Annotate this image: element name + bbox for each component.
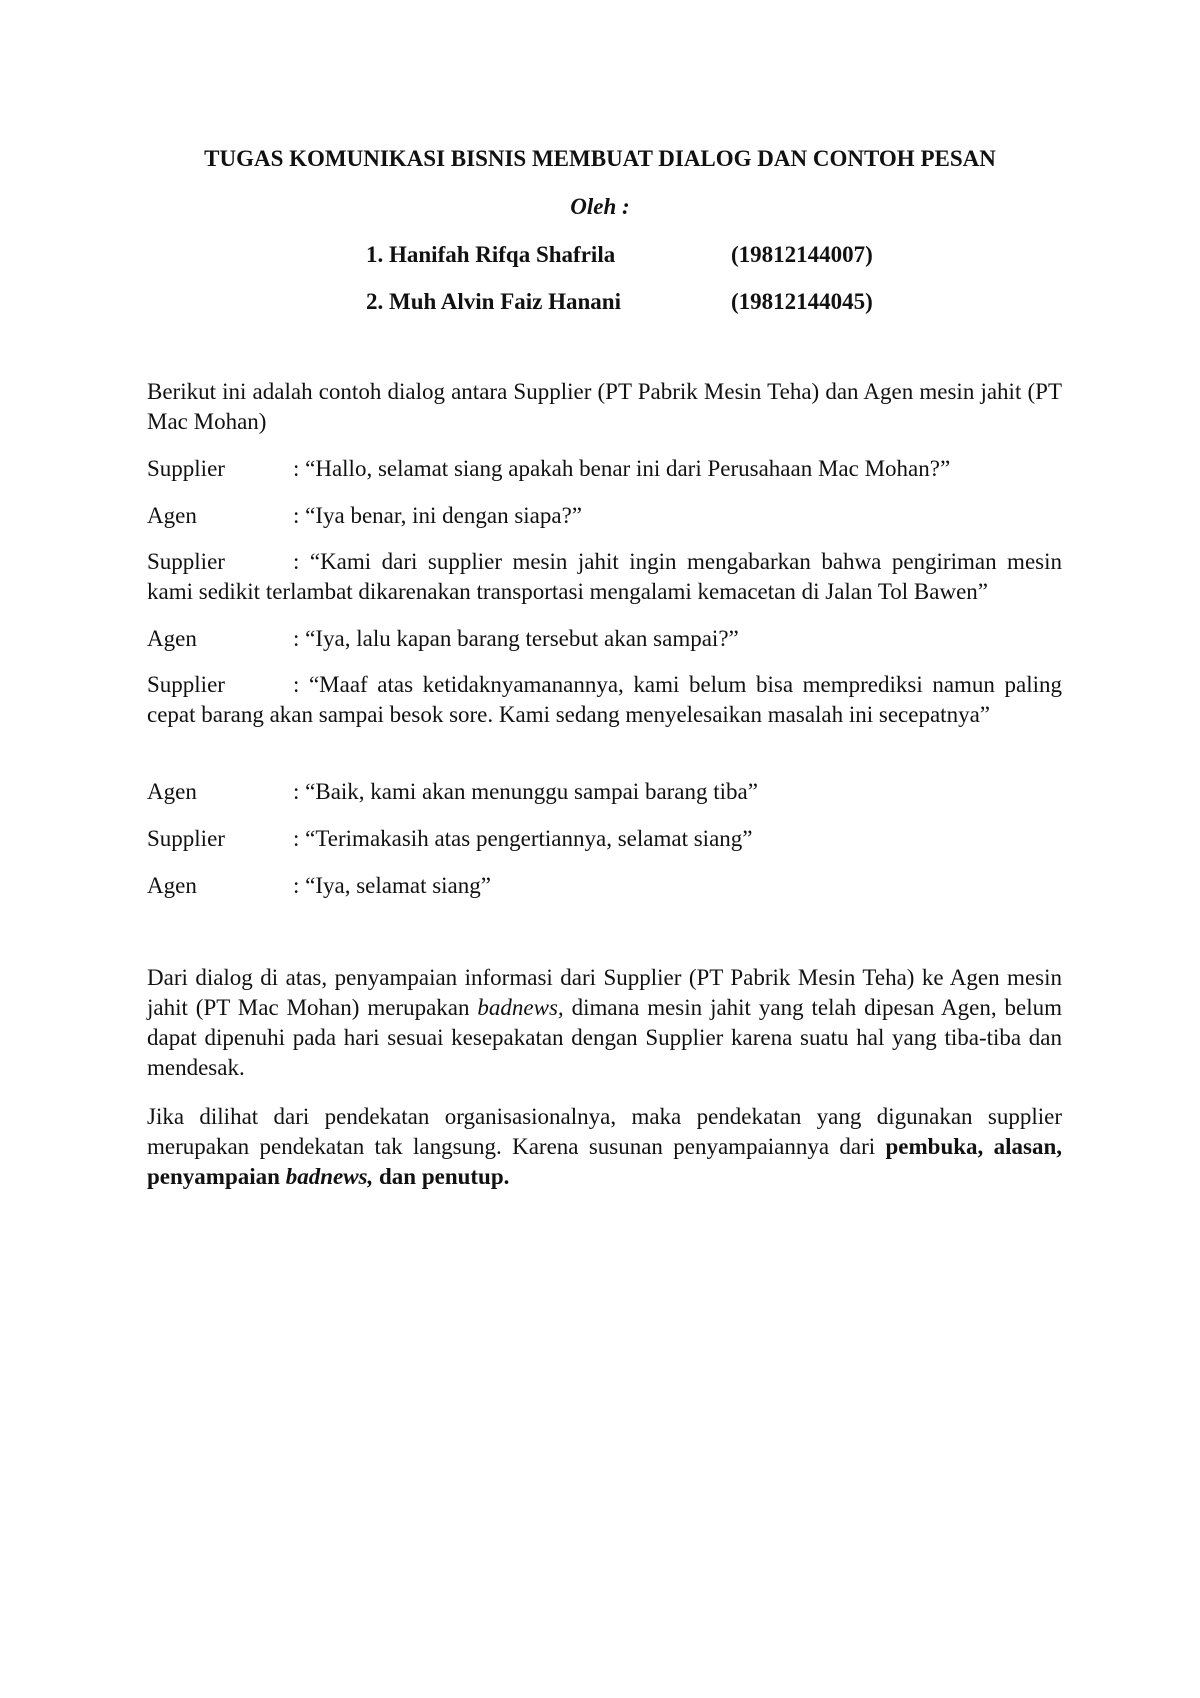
dialog-speaker: Agen	[147, 503, 197, 528]
analysis-text: Dari dialog di atas, penyampaian informasi dari Supplier (PT Pabrik Mesin Teha) ke Agen mesin jahit (PT Mac Mohan) merupakan	[147, 965, 1062, 1020]
document-title: TUGAS KOMUNIKASI BISNIS MEMBUAT DIALOG DAN CONTOH PESAN	[204, 146, 996, 171]
analysis-paragraph	[147, 963, 1062, 1083]
analysis-term: badnews,	[477, 995, 564, 1020]
conclusion-emphasis: dan penutup.	[373, 1164, 510, 1189]
author-id: (19812144007)	[731, 242, 873, 267]
dialog-line	[147, 547, 1062, 607]
author-name: 1. Hanifah Rifqa Shafrila	[366, 242, 616, 267]
dialog-speaker: Supplier	[147, 549, 225, 574]
dialog-speaker: Supplier	[147, 672, 225, 697]
analysis-text: dimana mesin jahit yang telah dipesan Agen, belum dapat dipenuhi pada hari sesuai kesepakatan dengan Supplier karena suatu hal yang tiba-tiba dan mendesak.	[147, 995, 1062, 1080]
dialog-text: : “Hallo, selamat siang apakah benar ini dari Perusahaan Mac Mohan?”	[293, 456, 951, 481]
dialog-text: : “Kami dari supplier mesin jahit ingin mengabarkan bahwa pengiriman mesin kami sedikit terlambat dikarenakan transportasi mengalami kemacetan di Jalan Tol Bawen”	[147, 549, 1062, 604]
byline: Oleh :	[570, 194, 630, 219]
dialog-text: : “Baik, kami akan menunggu sampai barang tiba”	[293, 779, 758, 804]
dialog-speaker: Supplier	[147, 456, 225, 481]
dialog-speaker: Agen	[147, 873, 197, 898]
dialog-speaker: Agen	[147, 626, 197, 651]
dialog-text: : “Iya, lalu kapan barang tersebut akan sampai?”	[293, 626, 739, 651]
dialog-text: : “Iya benar, ini dengan siapa?”	[293, 503, 582, 528]
dialog-text: : “Iya, selamat siang”	[293, 873, 491, 898]
dialog-speaker: Agen	[147, 779, 197, 804]
dialog-text: : “Maaf atas ketidaknyamanannya, kami belum bisa memprediksi namun paling cepat barang akan sampai besok sore. Kami sedang menyelesaikan masalah ini secepatnya”	[147, 672, 1062, 727]
conclusion-emphasis: pembuka, alasan, penyampaian	[147, 1134, 1062, 1189]
conclusion-paragraph	[147, 1102, 1062, 1192]
conclusion-text: Jika dilihat dari pendekatan organisasionalnya, maka pendekatan yang digunakan supplier merupakan pendekatan tak langsung. Karena susunan penyampaiannya dari	[147, 1104, 1062, 1159]
author-name: 2. Muh Alvin Faiz Hanani	[366, 289, 621, 314]
intro-paragraph: Berikut ini adalah contoh dialog antara Supplier (PT Pabrik Mesin Teha) dan Agen mesin jahit (PT Mac Mohan)	[147, 379, 1062, 434]
dialog-line	[147, 670, 1062, 730]
dialog-speaker: Supplier	[147, 826, 225, 851]
dialog-text: : “Terimakasih atas pengertiannya, selamat siang”	[293, 826, 753, 851]
conclusion-term: badnews,	[285, 1164, 374, 1189]
author-id: (19812144045)	[731, 289, 873, 314]
